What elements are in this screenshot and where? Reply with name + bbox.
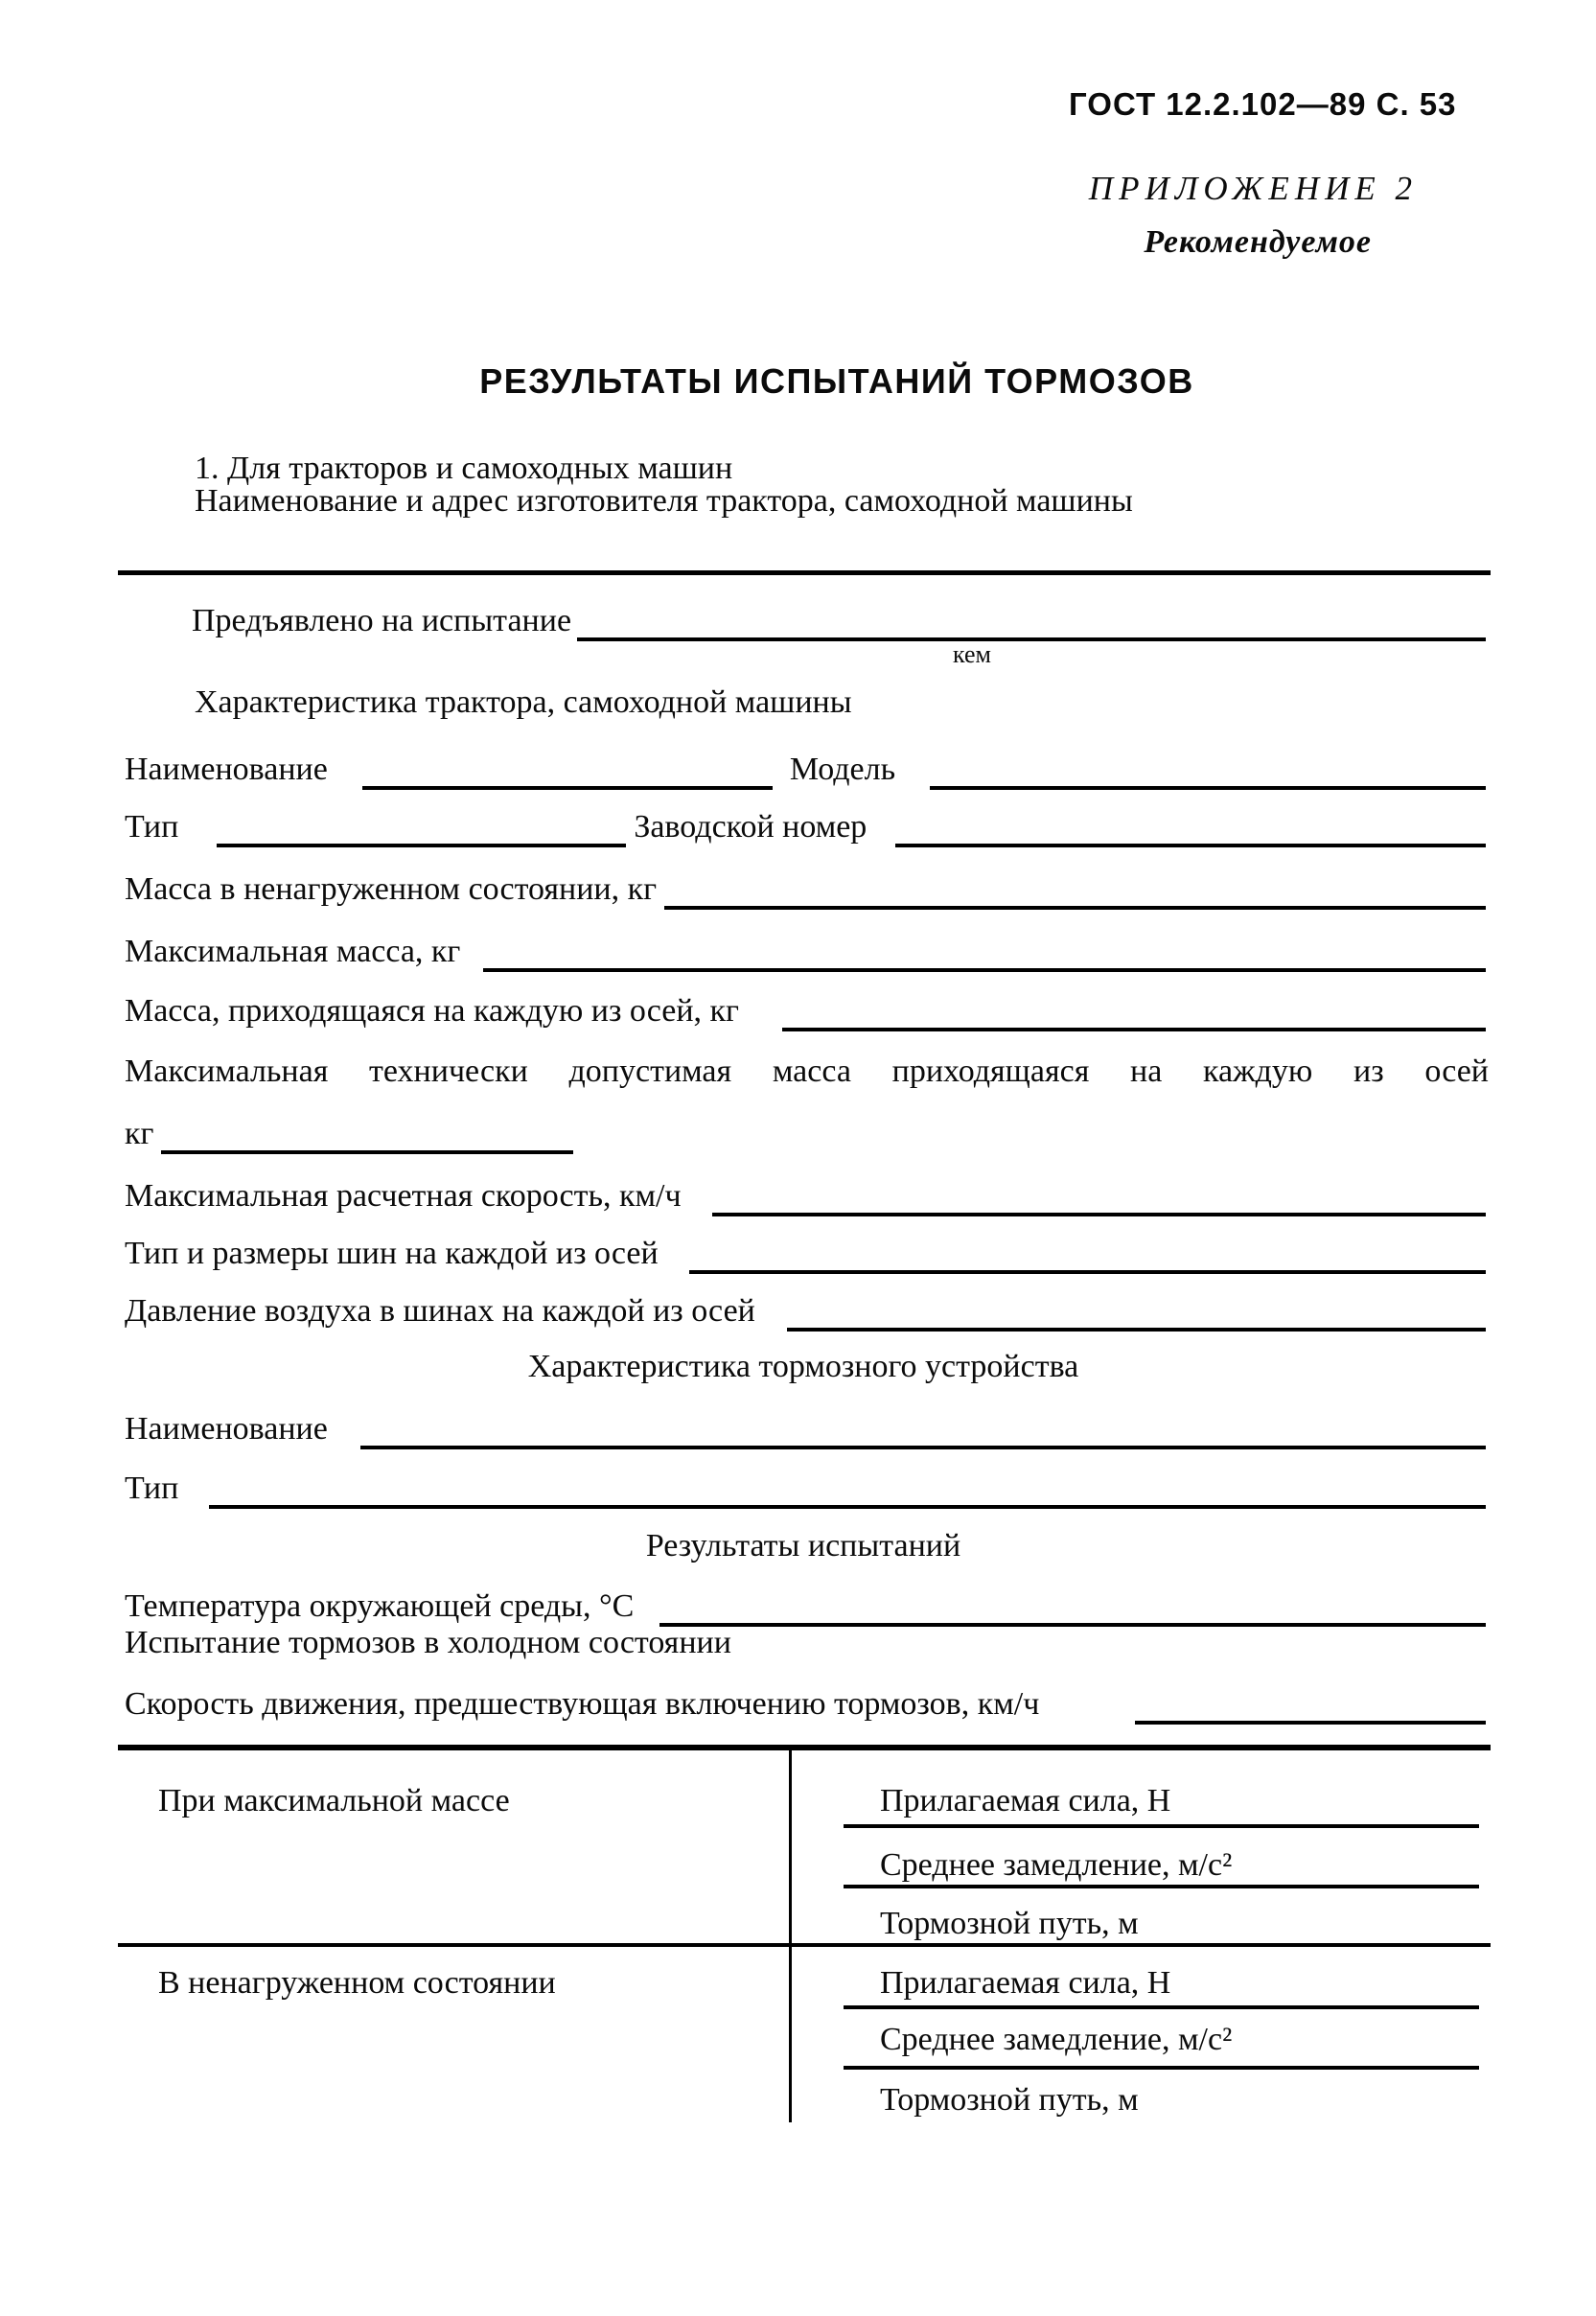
ambient-temp-label: Температура окружающей среды, °С	[125, 1588, 635, 1624]
presented-label: Предъявлено на испытание	[192, 603, 572, 638]
name-label: Наименование	[125, 752, 328, 787]
brake-type-row	[125, 1469, 1486, 1509]
design-speed-field-underline	[712, 1176, 1486, 1216]
doc-reference: ГОСТ 12.2.102—89 С. 53	[1069, 86, 1457, 122]
metric-mean-deceleration-1: Среднее замедление, м/с²	[880, 1847, 1233, 1883]
brake-name-field-underline	[360, 1409, 1486, 1449]
cold-test-label: Испытание тормозов в холодном состоянии	[125, 1625, 731, 1660]
metric-field-underline	[844, 2066, 1479, 2070]
metric-field-underline	[844, 1885, 1479, 1888]
metric-field-underline	[844, 2005, 1479, 2009]
appendix-note: Рекомендуемое	[1144, 224, 1372, 260]
model-label: Модель	[789, 752, 896, 787]
axle-mass-field-underline	[782, 991, 1486, 1031]
brake-section-heading: Характеристика тормозного устройства	[527, 1349, 1079, 1384]
presented-row	[192, 601, 1486, 641]
intro-line-2: Наименование и адрес изготовителя трактора, самоходной машины	[195, 483, 1133, 519]
results-section-heading: Результаты испытаний	[645, 1528, 961, 1563]
ambient-temp-row	[125, 1586, 1486, 1627]
tires-label: Тип и размеры шин на каждой из осей	[125, 1236, 659, 1271]
max-axle-mass-field-underline	[161, 1114, 573, 1154]
metric-braking-distance-2: Тормозной путь, м	[880, 2082, 1139, 2118]
unloaded-mass-row	[125, 869, 1486, 910]
max-mass-row	[125, 932, 1486, 972]
metric-applied-force-1: Прилагаемая сила, Н	[880, 1783, 1171, 1818]
appendix-label: ПРИЛОЖЕНИЕ 2	[1088, 170, 1418, 207]
brake-type-field-underline	[209, 1469, 1486, 1509]
design-speed-row	[125, 1176, 1486, 1216]
spacer	[1039, 1684, 1135, 1725]
brake-type-label: Тип	[125, 1471, 179, 1506]
name-model-row	[125, 750, 1486, 790]
pre-brake-speed-label: Скорость движения, предшествующая включению тормозов, км/ч	[125, 1686, 1040, 1722]
tires-row	[125, 1234, 1486, 1274]
tire-pressure-label: Давление воздуха в шинах на каждой из осей	[125, 1293, 755, 1329]
condition-unloaded: В ненагруженном состоянии	[158, 1965, 556, 2001]
tire-pressure-field-underline	[787, 1291, 1486, 1332]
metric-braking-distance-1: Тормозной путь, м	[880, 1906, 1139, 1941]
table-top-border	[118, 1745, 1491, 1750]
presented-field-underline	[577, 601, 1486, 641]
serial-field-underline	[895, 807, 1486, 847]
manufacturer-blank-line	[118, 570, 1491, 575]
results-table	[118, 1745, 1491, 2128]
pre-brake-speed-field-underline	[1135, 1684, 1486, 1725]
tire-pressure-row	[125, 1291, 1486, 1332]
table-row-divider	[118, 1943, 1491, 1947]
axle-mass-row	[125, 991, 1486, 1031]
tractor-section-heading: Характеристика трактора, самоходной машины	[195, 684, 852, 720]
design-speed-label: Максимальная расчетная скорость, км/ч	[125, 1178, 682, 1214]
axle-mass-label: Масса, приходящаяся на каждую из осей, кг	[125, 993, 740, 1029]
metric-field-underline	[844, 1824, 1479, 1828]
max-mass-field-underline	[483, 932, 1486, 972]
table-column-divider	[789, 1750, 792, 2122]
ambient-temp-field-underline	[659, 1586, 1486, 1627]
max-axle-mass-label: Максимальная технически допустимая масса приходящаяся на каждую из осей	[125, 1054, 1489, 1089]
metric-mean-deceleration-2: Среднее замедление, м/с²	[880, 2022, 1233, 2057]
presented-hint: кем	[953, 640, 991, 668]
name-field-underline	[362, 750, 773, 790]
brake-name-row	[125, 1409, 1486, 1449]
type-serial-row	[125, 807, 1486, 847]
brake-name-label: Наименование	[125, 1411, 328, 1447]
unloaded-mass-label: Масса в ненагруженном состоянии, кг	[125, 871, 658, 907]
intro-line-1: 1. Для тракторов и самоходных машин	[195, 451, 733, 486]
condition-max-mass: При максимальной массе	[158, 1783, 510, 1818]
tires-field-underline	[689, 1234, 1486, 1274]
type-field-underline	[217, 807, 626, 847]
page-title: РЕЗУЛЬТАТЫ ИСПЫТАНИЙ ТОРМОЗОВ	[479, 361, 1194, 401]
type-label: Тип	[125, 809, 179, 845]
metric-applied-force-2: Прилагаемая сила, Н	[880, 1965, 1171, 2001]
serial-label: Заводской номер	[634, 809, 867, 845]
pre-brake-speed-row	[125, 1684, 1486, 1725]
max-mass-label: Максимальная масса, кг	[125, 934, 461, 969]
max-axle-mass-unit-label: кг	[125, 1116, 154, 1151]
model-field-underline	[930, 750, 1486, 790]
max-axle-mass-unit-row	[125, 1114, 594, 1154]
unloaded-mass-field-underline	[664, 869, 1486, 910]
